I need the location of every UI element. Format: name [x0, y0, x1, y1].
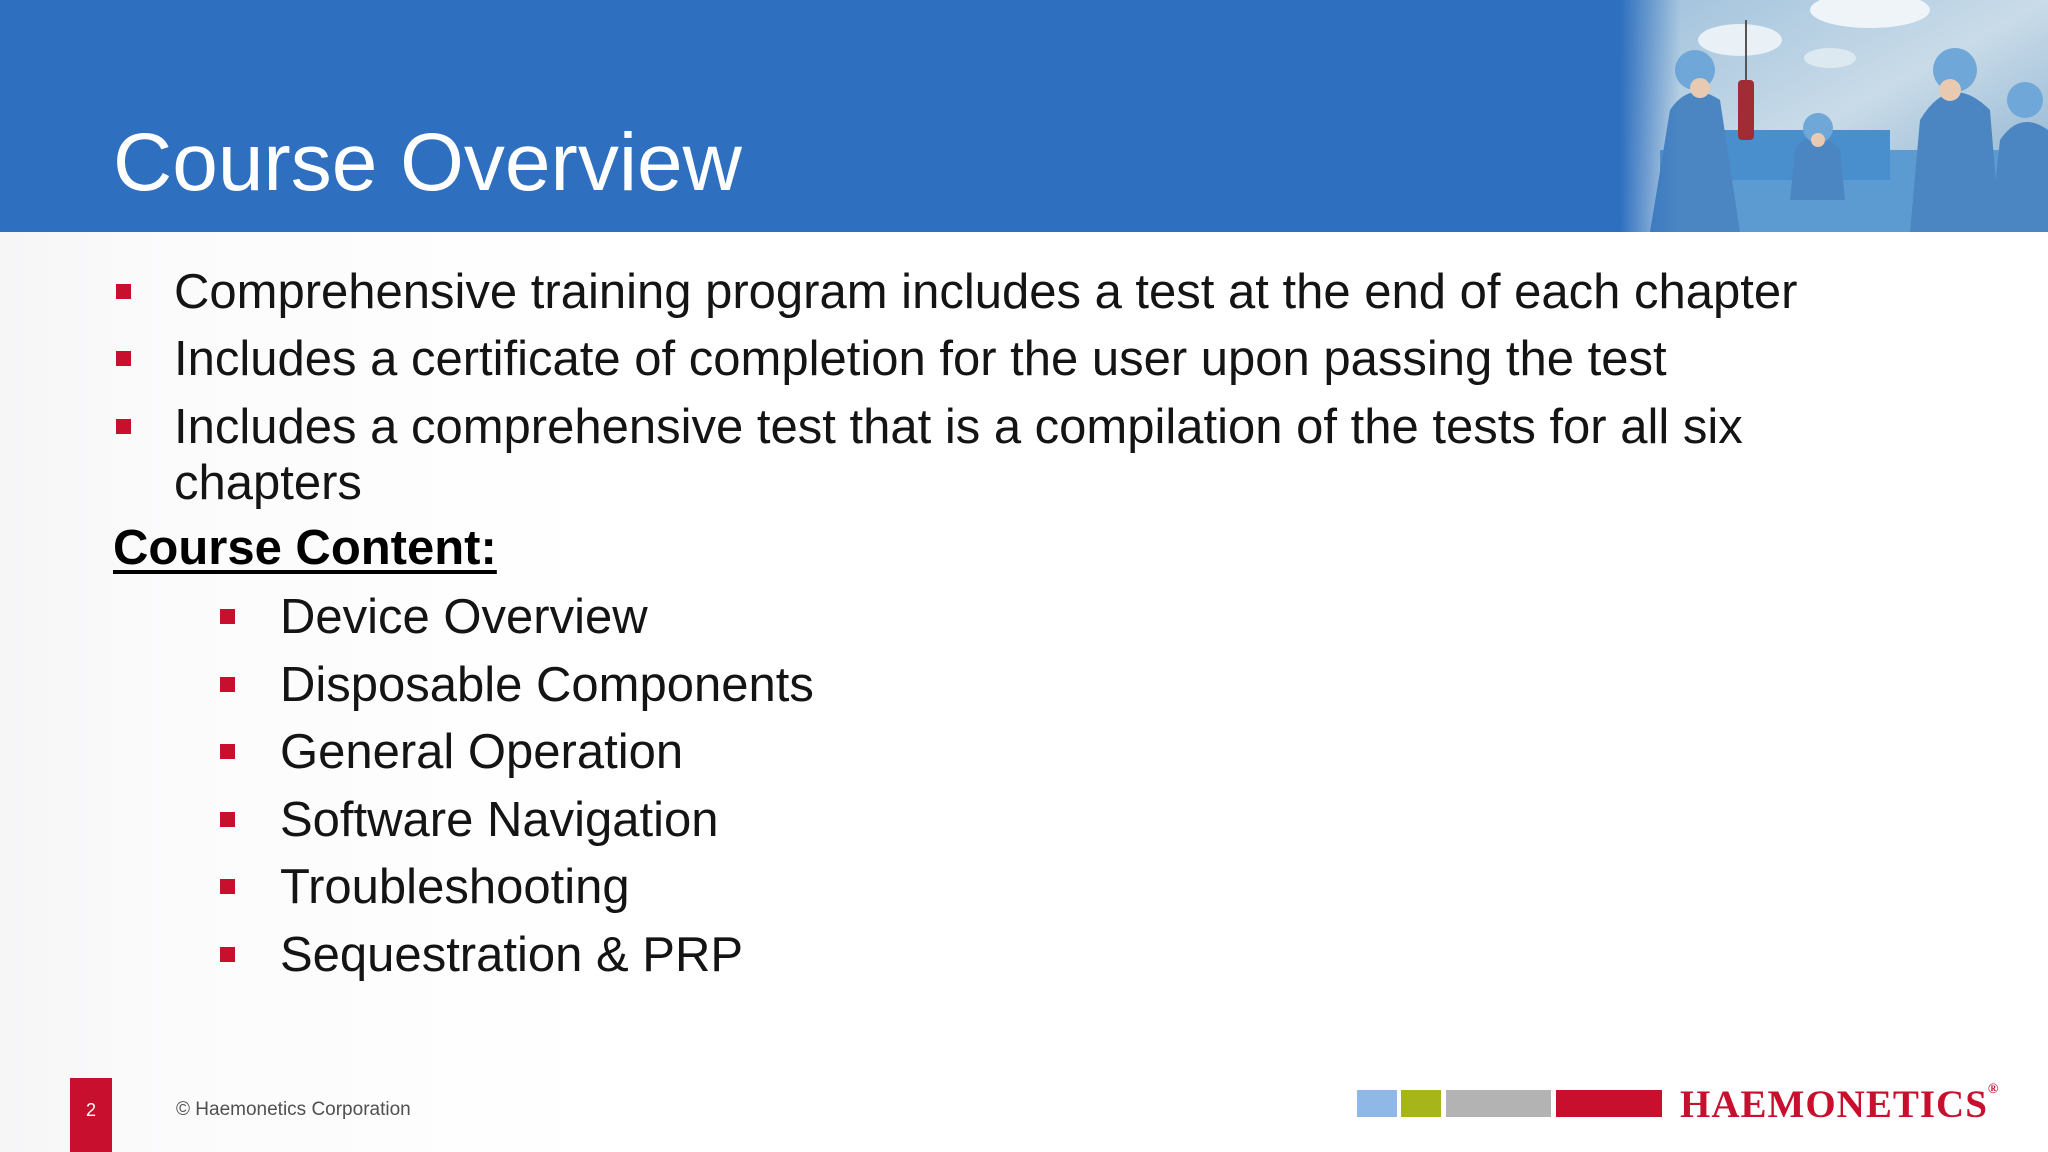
list-item-text: Sequestration & PRP: [280, 928, 744, 982]
logo-wordmark: HAEMONETICS: [1680, 1083, 1988, 1126]
square-bullet-icon: [116, 419, 131, 434]
bullet-text-continuation: chapters: [174, 456, 362, 510]
copyright-text: © Haemonetics Corporation: [176, 1099, 411, 1120]
bullet-text: Includes a certificate of completion for the user upon passing the test: [174, 332, 1667, 386]
slide-title: Course Overview: [113, 117, 742, 208]
list-item-text: Device Overview: [280, 590, 648, 644]
square-bullet-icon: [220, 744, 235, 759]
square-bullet-icon: [220, 677, 235, 692]
bullet-text: Comprehensive training program includes a test at the end of each chapter: [174, 265, 1798, 319]
square-bullet-icon: [220, 609, 235, 624]
haemonetics-logo: [1680, 1082, 1999, 1127]
title-banner: [0, 0, 2048, 232]
square-bullet-icon: [116, 284, 131, 299]
list-item-text: Software Navigation: [280, 793, 719, 847]
red-bar: [1556, 1090, 1662, 1117]
olive-bar: [1401, 1090, 1441, 1117]
page-number: 2: [85, 1100, 96, 1120]
course-content-heading: Course Content:: [113, 521, 497, 575]
square-bullet-icon: [220, 947, 235, 962]
square-bullet-icon: [220, 812, 235, 827]
square-bullet-icon: [220, 879, 235, 894]
list-item-text: Disposable Components: [280, 658, 814, 712]
list-item-text: General Operation: [280, 725, 684, 779]
light-blue-bar: [1357, 1090, 1397, 1117]
square-bullet-icon: [116, 351, 131, 366]
bullet-text: Includes a comprehensive test that is a compilation of the tests for all six: [174, 400, 1743, 454]
gray-bar: [1446, 1090, 1551, 1117]
list-item-text: Troubleshooting: [280, 860, 630, 914]
registered-mark: ®: [1987, 1082, 2000, 1097]
surgical-team-photo: [1620, 0, 2048, 232]
